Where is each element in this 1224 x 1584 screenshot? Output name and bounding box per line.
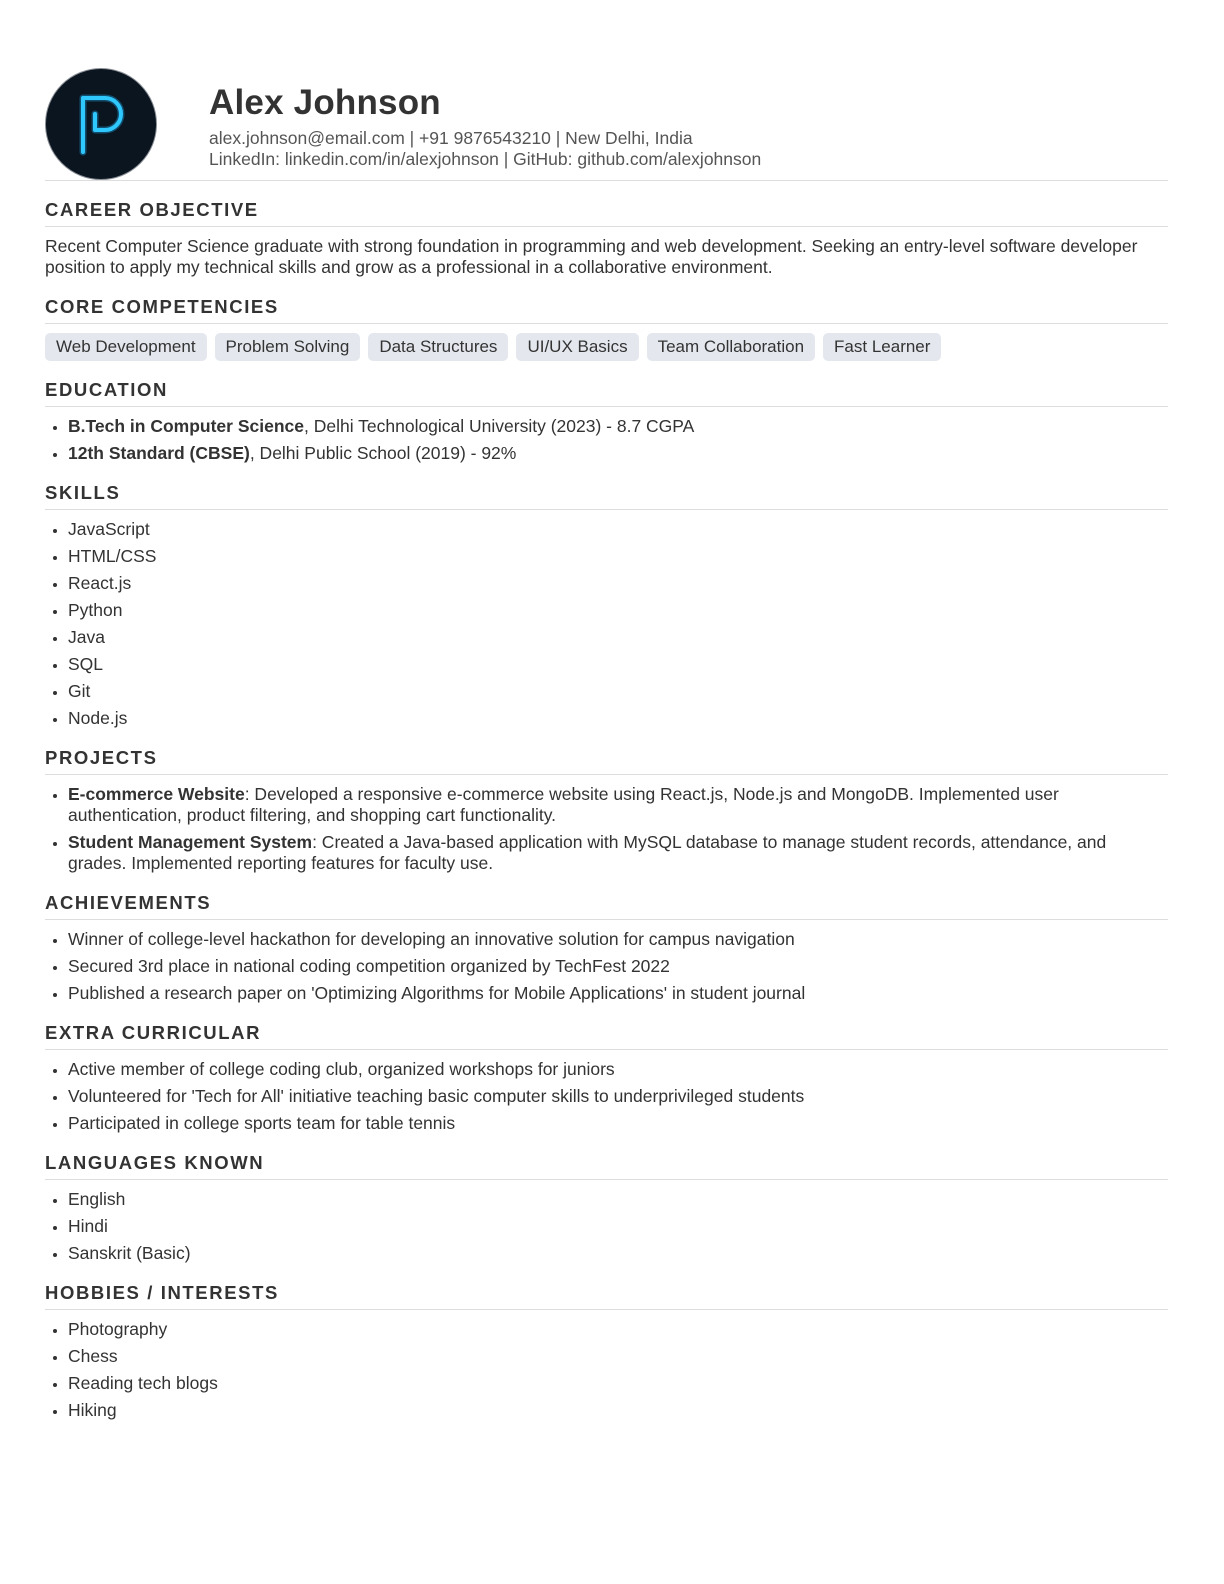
section-title: HOBBIES / INTERESTS: [45, 1282, 1168, 1310]
competency-chip: UI/UX Basics: [516, 333, 638, 361]
section-education: [45, 379, 1168, 464]
list-item: • Participated in college sports team for table tennis: [68, 1113, 1168, 1134]
list-item: • Java: [68, 627, 1168, 648]
section-projects: [45, 747, 1168, 874]
section-title: EDUCATION: [45, 379, 1168, 407]
skills-list: [45, 519, 1168, 729]
competency-chip: Problem Solving: [215, 333, 361, 361]
list-item: [68, 416, 1168, 437]
projects-list: [45, 784, 1168, 874]
competency-chip: Web Development: [45, 333, 207, 361]
objective-text: Recent Computer Science graduate with strong foundation in programming and web development. Seeking an entry-level software developer position to apply my technical skills and grow as a professional in a collaborative environment.: [45, 236, 1138, 277]
section-languages: [45, 1152, 1168, 1264]
list-item: • React.js: [68, 573, 1168, 594]
contact-line-links: LinkedIn: linkedin.com/in/alexjohnson | GitHub: github.com/alexjohnson: [209, 149, 762, 169]
section-hobbies: [45, 1282, 1168, 1421]
list-item: • Active member of college coding club, organized workshops for juniors: [68, 1059, 1168, 1080]
competency-chip: Team Collaboration: [647, 333, 815, 361]
section-title: LANGUAGES KNOWN: [45, 1152, 1168, 1180]
list-item: • Hindi: [68, 1216, 1168, 1237]
project-name: E-commerce Website: [68, 784, 245, 804]
languages-list: [45, 1189, 1168, 1264]
avatar: [45, 68, 157, 180]
section-extra-curricular: [45, 1022, 1168, 1134]
education-degree: B.Tech in Computer Science: [68, 416, 304, 436]
list-item: • Volunteered for 'Tech for All' initiative teaching basic computer skills to underprivileged students: [68, 1086, 1168, 1107]
hobbies-list: [45, 1319, 1168, 1421]
list-item: • Photography: [68, 1319, 1168, 1340]
list-item: • English: [68, 1189, 1168, 1210]
section-career-objective: [45, 199, 1168, 278]
list-item: [68, 832, 1168, 874]
section-title: SKILLS: [45, 482, 1168, 510]
competency-chip: Data Structures: [368, 333, 508, 361]
education-detail: , Delhi Technological University (2023) - 8.7 CGPA: [303, 416, 695, 436]
section-title: PROJECTS: [45, 747, 1168, 775]
list-item: • HTML/CSS: [68, 546, 1168, 567]
list-item: [68, 443, 1168, 464]
list-item: • JavaScript: [68, 519, 1168, 540]
achievements-list: [45, 929, 1168, 1004]
list-item: • Sanskrit (Basic): [68, 1243, 1168, 1264]
list-item: • Git: [68, 681, 1168, 702]
project-description: : Developed a responsive e-commerce website using React.js, Node.js and MongoDB. Implemented user authentication, product filtering, and shopping cart functionality.: [68, 784, 1059, 825]
header-text: [209, 68, 761, 170]
list-item: • Python: [68, 600, 1168, 621]
project-name: Student Management System: [68, 832, 313, 852]
list-item: • Winner of college-level hackathon for developing an innovative solution for campus navigation: [68, 929, 1168, 950]
section-title: ACHIEVEMENTS: [45, 892, 1168, 920]
section-skills: [45, 482, 1168, 729]
section-core-competencies: [45, 296, 1168, 361]
section-title: CORE COMPETENCIES: [45, 296, 1168, 324]
section-title: CAREER OBJECTIVE: [45, 199, 1168, 227]
list-item: • Hiking: [68, 1400, 1168, 1421]
extracurricular-list: [45, 1059, 1168, 1134]
education-list: [45, 416, 1168, 464]
resume-header: [45, 0, 1168, 181]
candidate-name: Alex Johnson: [209, 83, 441, 122]
p-logo-icon: [69, 88, 133, 160]
competency-chips: [45, 333, 1168, 361]
education-detail: , Delhi Public School (2019) - 92%: [249, 443, 517, 463]
list-item: • Secured 3rd place in national coding competition organized by TechFest 2022: [68, 956, 1168, 977]
section-achievements: [45, 892, 1168, 1004]
list-item: • SQL: [68, 654, 1168, 675]
list-item: • Chess: [68, 1346, 1168, 1367]
section-title: EXTRA CURRICULAR: [45, 1022, 1168, 1050]
project-description: : Created a Java-based application with MySQL database to manage student records, attendance, and grades. Implemented reporting features for faculty use.: [68, 832, 1107, 873]
list-item: • Reading tech blogs: [68, 1373, 1168, 1394]
education-degree: 12th Standard (CBSE): [68, 443, 250, 463]
list-item: [68, 784, 1168, 826]
list-item: • Node.js: [68, 708, 1168, 729]
list-item: • Published a research paper on 'Optimizing Algorithms for Mobile Applications' in student journal: [68, 983, 1168, 1004]
contact-line-primary: alex.johnson@email.com | +91 9876543210 | New Delhi, India: [209, 128, 693, 148]
competency-chip: Fast Learner: [823, 333, 941, 361]
